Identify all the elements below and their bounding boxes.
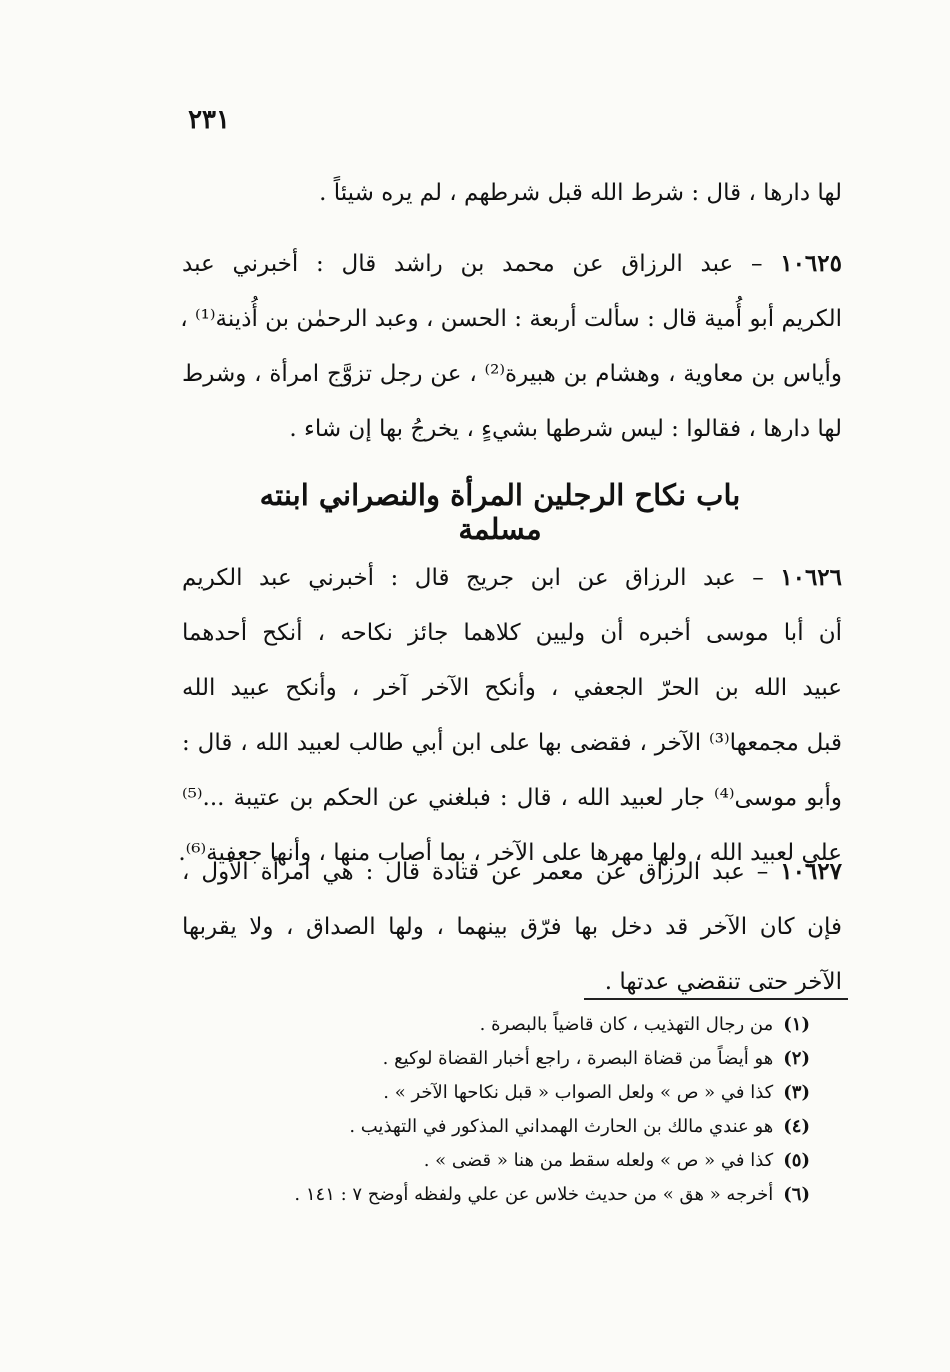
footnote-text: من رجال التهذيب ، كان قاضياً بالبصرة . <box>479 1014 774 1035</box>
text-line: فإن كان الآخر قد دخل بها فرّق بينهما ، ولها الصداق ، ولا يقربها <box>182 914 842 940</box>
text-line: عبيد الله بن الحرّ الجعفي ، وأنكح الآخر آخر ، وأنكح عبيد الله <box>182 675 842 701</box>
footnote-number: (٤) <box>783 1116 810 1137</box>
hadith-number: ١٠٦٢٦ <box>780 564 843 591</box>
paragraph-continuation <box>182 166 842 221</box>
text-line: لها دارها ، قال : شرط الله قبل شرطهم ، لم يره شيئاً . <box>319 180 842 206</box>
text-line: – عبد الرزاق عن ابن جريج قال : أخبرني عبد الكريم <box>182 565 764 591</box>
footnotes <box>250 1008 810 1212</box>
text-line: – عبد الرزاق عن معمر عن قتادة قال : هي امرأة الأول ، <box>182 859 769 885</box>
footnote <box>250 1008 810 1042</box>
chapter-heading: باب نكاح الرجلين المرأة والنصراني ابنته مسلمة <box>259 478 741 546</box>
text-line: الآخر حتى تنقضي عدتها . <box>604 969 842 995</box>
text-line: – عبد الرزاق عن محمد بن راشد قال : أخبرني عبد <box>182 251 763 277</box>
footnote-text: كذا في « ص » ولعل الصواب « قبل نكاحها الآخر » . <box>383 1082 774 1103</box>
footnote-number: (٣) <box>783 1082 810 1103</box>
paragraph-10626 <box>178 550 843 881</box>
text-line: قبل مجمعها⁽³⁾ الآخر ، فقضى بها على ابن أبي طالب لعبيد الله ، قال : <box>182 730 843 756</box>
text-line: وأياس بن معاوية ، وهشام بن هبيرة⁽²⁾ ، عن رجل تزوَّج امرأة ، وشرط <box>182 361 842 387</box>
footnote <box>250 1110 810 1144</box>
footnote <box>250 1144 810 1178</box>
footnote-text: هو عندي مالك بن الحارث الهمداني المذكور في التهذيب . <box>349 1116 774 1137</box>
paragraph-10627 <box>182 844 842 1010</box>
hadith-number: ١٠٦٢٥ <box>780 250 842 277</box>
footnote-number: (١) <box>783 1014 810 1035</box>
footnote-divider <box>584 998 848 1000</box>
text-line: الكريم أبو أُمية قال : سألت أربعة : الحسن ، وعبد الرحمٰن بن أُذينة⁽¹⁾ ، <box>180 306 842 332</box>
footnote-text: كذا في « ص » ولعله سقط من هنا « قضى » . <box>423 1150 774 1171</box>
footnote-number: (٥) <box>783 1150 810 1171</box>
text-line: لها دارها ، فقالوا : ليس شرطها بشيءٍ ، يخرجُ بها إن شاء . <box>289 416 842 442</box>
hadith-number: ١٠٦٢٧ <box>780 858 842 885</box>
footnote-number: (٦) <box>783 1184 810 1205</box>
text-line: وأبو موسى⁽⁴⁾ جار لعبيد الله ، قال : فبلغني عن الحكم بن عتيبة ...⁽⁵⁾ <box>182 785 843 811</box>
text-line: علي لعبيد الله ، ولها مهرها على الآخر ، بما أصاب منها ، وأنها جعفية⁽⁶⁾. <box>178 840 842 866</box>
page-number: ٢٣١ <box>188 105 230 135</box>
paragraph-10625 <box>182 236 842 457</box>
footnote <box>250 1178 810 1212</box>
text-line: أن أبا موسى أخبره أن وليين كلاهما جائز نكاحه ، أنكح أحدهما <box>182 620 842 646</box>
footnote <box>250 1076 810 1110</box>
footnote <box>250 1042 810 1076</box>
footnote-text: أخرجه « هق » من حديث خلاس عن علي ولفظه أوضح ٧ : ١٤١ . <box>294 1184 774 1205</box>
footnote-text: هو أيضاً من قضاة البصرة ، راجع أخبار القضاة لوكيع . <box>382 1048 774 1069</box>
footnote-number: (٢) <box>783 1048 810 1069</box>
